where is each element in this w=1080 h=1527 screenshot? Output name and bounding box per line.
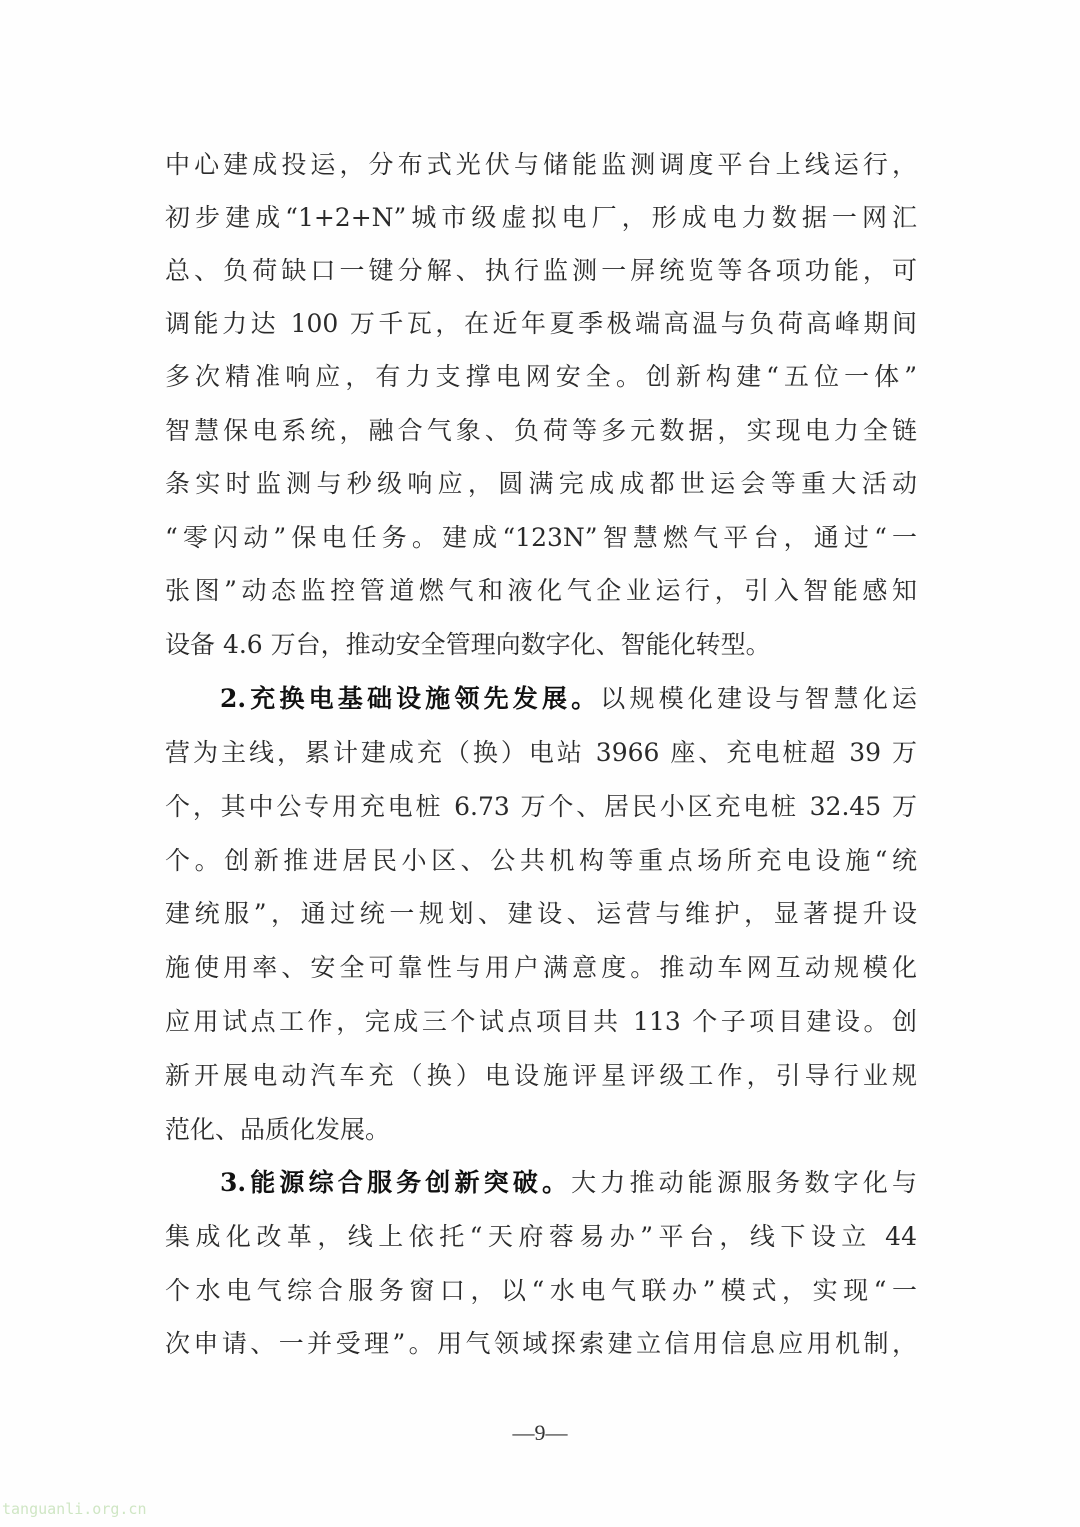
- text-line: 多次精准响应，有力支撑电网安全。创新构建“五位一体”: [165, 362, 917, 391]
- text-line: 总、负荷缺口一键分解、执行监测一屏统览等各项功能，可: [165, 256, 917, 285]
- section-2-heading: 2.充换电基础设施领先发展。: [220, 684, 601, 713]
- text-line: 次申请、一并受理”。用气领域探索建立信用信息应用机制，: [165, 1329, 917, 1358]
- text-line: 初步建成“1+2+N”城市级虚拟电厂，形成电力数据一网汇: [165, 203, 917, 232]
- text-line: 条实时监测与秒级响应，圆满完成成都世运会等重大活动: [165, 469, 917, 498]
- text-line: 智慧保电系统，融合气象、负荷等多元数据，实现电力全链: [165, 416, 917, 445]
- text-line: 个。创新推进居民小区、公共机构等重点场所充电设施“统: [165, 846, 917, 875]
- text-line: 范化、品质化发展。: [165, 1115, 391, 1144]
- section-3-first-line: [220, 1163, 917, 1203]
- text-line: 调能力达 100 万千瓦，在近年夏季极端高温与负荷高峰期间: [165, 309, 917, 338]
- text-line: 建统服”，通过统一规划、建设、运营与维护，显著提升设: [165, 899, 917, 928]
- section-2-lead-text: 以规模化建设与智慧化运: [600, 684, 917, 713]
- text-line: “零闪动”保电任务。建成“123N”智慧燃气平台，通过“一: [165, 523, 917, 552]
- text-line: 集成化改革，线上依托“天府蓉易办”平台，线下设立 44: [165, 1222, 917, 1251]
- section-3-heading: 3.能源综合服务创新突破。: [220, 1168, 572, 1197]
- section-3-lead-text: 大力推动能源服务数字化与: [571, 1168, 917, 1197]
- page-number: —9—: [512, 1420, 568, 1445]
- text-line: 个水电气综合服务窗口，以“水电气联办”模式，实现“一: [165, 1276, 917, 1305]
- watermark: tanguanli.org.cn: [2, 1500, 147, 1518]
- text-line: 新开展电动汽车充（换）电设施评星评级工作，引导行业规: [165, 1061, 917, 1090]
- text-line: 应用试点工作，完成三个试点项目共 113 个子项目建设。创: [165, 1007, 917, 1036]
- text-line: 营为主线，累计建成充（换）电站 3966 座、充电桩超 39 万: [165, 738, 917, 767]
- text-line: 设备 4.6 万台，推动安全管理向数字化、智能化转型。: [165, 630, 771, 659]
- text-line: 施使用率、安全可靠性与用户满意度。推动车网互动规模化: [165, 953, 917, 982]
- text-line: 个，其中公专用充电桩 6.73 万个、居民小区充电桩 32.45 万: [165, 792, 917, 821]
- section-2-first-line: [220, 679, 917, 719]
- text-line: 张图”动态监控管道燃气和液化气企业运行，引入智能感知: [165, 576, 917, 605]
- text-line: 中心建成投运，分布式光伏与储能监测调度平台上线运行，: [165, 150, 917, 179]
